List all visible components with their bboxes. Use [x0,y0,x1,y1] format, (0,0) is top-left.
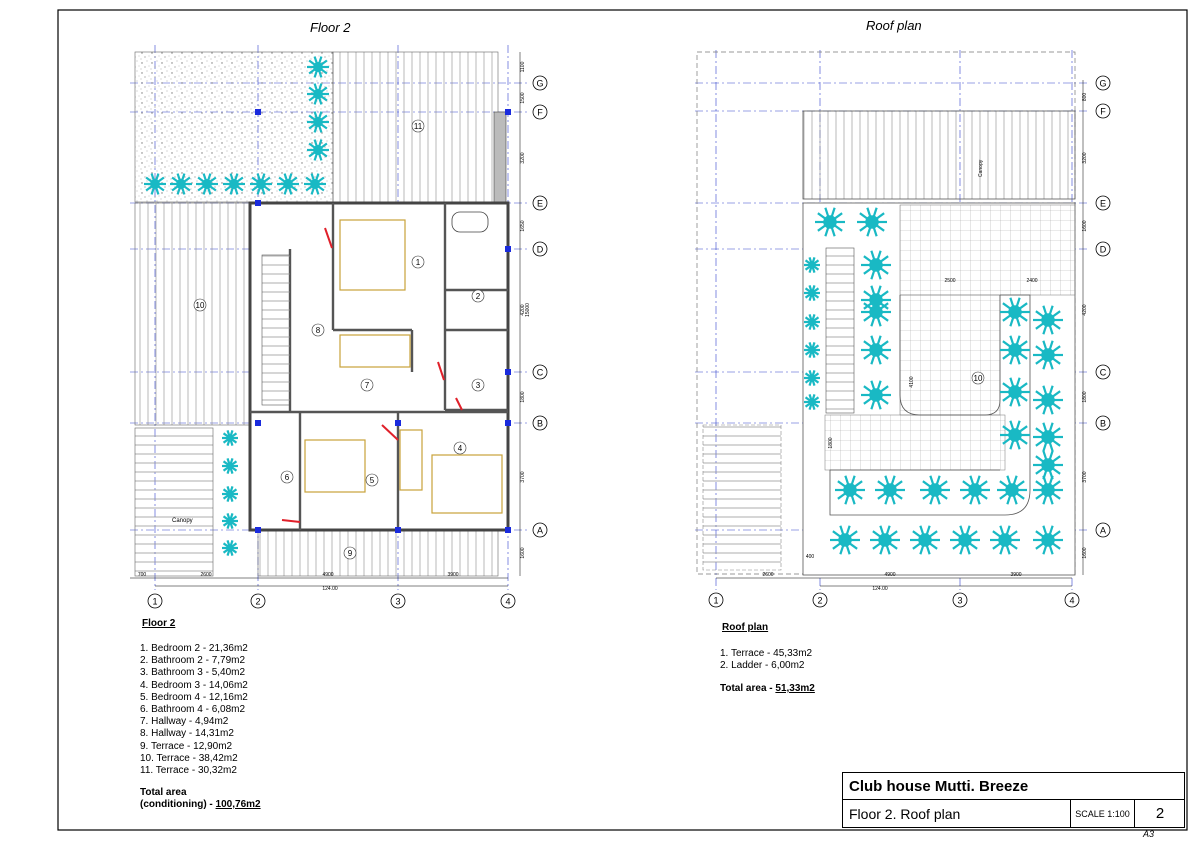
dimension-value: 4200 [1082,304,1088,316]
room-number: 3 [475,381,481,390]
room-number: 8 [315,326,321,335]
plant-core [808,374,815,381]
plant-core [808,398,815,405]
dimension-value: 1600 [1082,547,1088,559]
floor2-room-item: 7. Hallway - 4,94m2 [140,716,229,728]
floor2-room-item: 3. Bathroom 3 - 5,40m2 [140,667,246,679]
roof-terrace-grid [900,295,1000,415]
roof-item: 2. Ladder - 6,00m2 [720,660,805,672]
terrace-9 [258,530,498,576]
grid-bubble-row-label: C [536,367,544,378]
plant-core [283,179,293,189]
column [255,200,261,206]
plant-core [869,343,883,357]
plant-core [150,179,160,189]
dimension-value: 1600 [1082,220,1088,232]
grid-bubble-row-label: D [536,244,544,255]
floor2-room-item: 11. Terrace - 30,32m2 [140,765,237,777]
grid-bubble-row-label: G [536,78,544,89]
room-number: 2 [475,292,481,301]
dimension-value: 3900 [1010,572,1022,578]
roof-terrace-grid [900,205,1075,295]
roof-terrace-grid [825,415,1005,470]
column [255,420,261,426]
floor2-plan [130,45,547,608]
dimension-value: 2400 [1026,278,1038,284]
project-name: Club house Mutti. Breeze [843,773,1184,800]
plant-core [1041,393,1055,407]
grid-bubble-col-label: 1 [152,596,158,607]
sheet-number: 2 [1155,805,1165,822]
plant-core [313,145,323,155]
grid-bubble-row-label: A [1099,525,1107,536]
plant-core [1008,428,1022,442]
column [505,527,511,533]
grid-bubble-row-label: A [536,525,544,536]
plant-core [1008,343,1022,357]
room-number: 5 [369,476,375,485]
roof-canopy [803,111,1075,199]
grid-bubble-col-label: 3 [395,596,401,607]
room-number: 7 [364,381,370,390]
dimension-value: 800 [1082,92,1088,102]
plant-core [310,179,320,189]
plant-core [928,483,942,497]
room-number: 10 [973,374,983,383]
room-number: 4 [457,444,463,453]
sheet-name: Floor 2. Roof plan [843,800,1071,828]
dimension-value: 3700 [1082,471,1088,483]
column [505,246,511,252]
dimension-value: 1100 [520,61,526,73]
grid-bubble-row-label: D [1099,244,1107,255]
grid-bubble-row-label: E [536,198,544,209]
plant-icon [222,458,238,473]
canopy-area [135,428,213,576]
dimension-value: 2500 [944,278,956,284]
plant-core [883,483,897,497]
grid-bubble-col-label: 1 [713,595,719,606]
paper-format: A3 [1143,829,1155,839]
column [255,109,261,115]
plant-core [226,517,233,524]
floor2-room-item: 4. Bedroom 3 - 14,06m2 [140,679,248,691]
grid-bubble-col-label: 2 [255,596,261,607]
dimension-value: 1650 [520,220,526,232]
plant-core [918,533,932,547]
terrace-wall [494,112,506,202]
dimension-value: 1600 [520,547,526,559]
roof-item-list [720,648,812,672]
dimension-value: 3200 [1082,152,1088,164]
plant-core [226,544,233,551]
dimension-value: 4200 [520,304,526,316]
plant-core [1041,348,1055,362]
grid-bubble-row-label: C [1099,367,1107,378]
room-number: 9 [347,549,353,558]
room-number: 1 [415,258,421,267]
terrace-10 [135,203,250,425]
grid-bubble-col-label: 4 [1069,595,1075,606]
plant-core [1041,458,1055,472]
dimension-value: 2600 [762,572,774,578]
roof-total-value: 51,33m2 [775,683,815,694]
dimension-value: 1800 [520,391,526,403]
plant-core [1008,385,1022,399]
grid-bubble-row-label: E [1099,198,1107,209]
dimension-value: 3700 [520,471,526,483]
plant-icon [222,540,238,555]
plant-core [843,483,857,497]
floor2-room-item: 6. Bathroom 4 - 6,08m2 [140,704,246,716]
dimension-value: 1800 [828,437,834,449]
plant-core [313,62,323,72]
dimension-total: 124.00 [322,586,338,592]
dimension-value: 1500 [520,92,526,104]
floor2-title: Floor 2 [310,20,351,35]
plant-core [313,89,323,99]
dimension-value: 4900 [322,572,334,578]
plant-core [226,490,233,497]
scale-label: SCALE 1:100 [1071,800,1135,828]
roof-title: Roof plan [866,18,922,33]
grid-bubble-row-label: G [1099,78,1107,89]
plant-core [998,533,1012,547]
plant-core [176,179,186,189]
plant-core [808,289,815,296]
plant-core [869,305,883,319]
plant-core [256,179,266,189]
floor2-room-item: 2. Bathroom 2 - 7,79m2 [140,655,246,667]
column [395,527,401,533]
floor2-legend-title: Floor 2 [142,618,176,629]
plant-core [958,533,972,547]
title-block [842,772,1185,828]
grid-bubble-col-label: 2 [817,595,823,606]
floor2-room-item: 5. Bedroom 4 - 12,16m2 [140,691,248,703]
floor2-room-list [140,643,248,777]
column [395,420,401,426]
dimension-value: 2600 [200,572,212,578]
grid-bubble-col-label: 3 [957,595,963,606]
plant-core [968,483,982,497]
plant-core [1041,533,1055,547]
room-number: 11 [413,122,423,131]
plant-core [808,346,815,353]
column [255,527,261,533]
plant-core [808,318,815,325]
lower-canopy [703,425,781,570]
dimension-total: 15000 [525,303,531,317]
canopy-label: Canopy [978,159,984,177]
plant-icon [222,430,238,445]
floor2-room-item: 1. Bedroom 2 - 21,36m2 [140,643,248,654]
plant-core [226,434,233,441]
dimension-total: 124.00 [872,586,888,592]
plant-core [878,533,892,547]
plant-core [1041,483,1055,497]
grid-bubble-row-label: F [1100,106,1106,117]
roof-total [720,683,815,695]
plant-core [869,258,883,272]
grid-bubble-row-label: B [536,418,544,429]
floor2-room-item: 8. Hallway - 14,31m2 [140,728,234,740]
plant-icon [222,486,238,501]
floor2-total-label: Total area [140,787,187,798]
room-number: 10 [195,301,205,310]
plant-core [202,179,212,189]
floor2-total-sub: (conditioning) - [140,799,216,810]
grid-bubble-row-label: F [537,107,543,118]
plant-core [1041,313,1055,327]
dimension-value: 700 [137,572,147,578]
dimension-value: 1800 [1082,391,1088,403]
roof-legend-title: Roof plan [722,622,769,633]
floor2-room-item: 10. Terrace - 38,42m2 [140,752,238,764]
plant-core [1005,483,1019,497]
roof-ladder [826,248,854,413]
dimension-value: 4100 [909,376,915,388]
staircase [262,255,290,405]
grid-bubble-row-label: B [1099,418,1107,429]
canopy-label: Canopy [172,518,193,524]
plant-core [226,462,233,469]
plant-core [838,533,852,547]
plant-core [865,215,879,229]
column [505,369,511,375]
roof-plan [695,50,1110,607]
column [505,109,511,115]
roof-total-label: Total area - [720,683,776,694]
plant-core [823,215,837,229]
plant-core [1008,305,1022,319]
plant-core [869,388,883,402]
floor2-room-item: 9. Terrace - 12,90m2 [140,740,233,752]
roof-item: 1. Terrace - 45,33m2 [720,648,813,659]
column [505,420,511,426]
plant-core [808,261,815,268]
grid-bubble-col-label: 4 [505,596,511,607]
floor2-total-value: 100,76m2 [215,799,261,810]
dimension-value: 400 [805,554,815,560]
dimension-value: 4900 [884,572,896,578]
plant-icon [222,513,238,528]
dimension-value: 3200 [520,152,526,164]
room-number: 6 [284,473,290,482]
plant-core [313,117,323,127]
dimension-value: 3900 [447,572,459,578]
plant-core [1041,430,1055,444]
floor2-total [140,787,261,811]
plant-core [229,179,239,189]
